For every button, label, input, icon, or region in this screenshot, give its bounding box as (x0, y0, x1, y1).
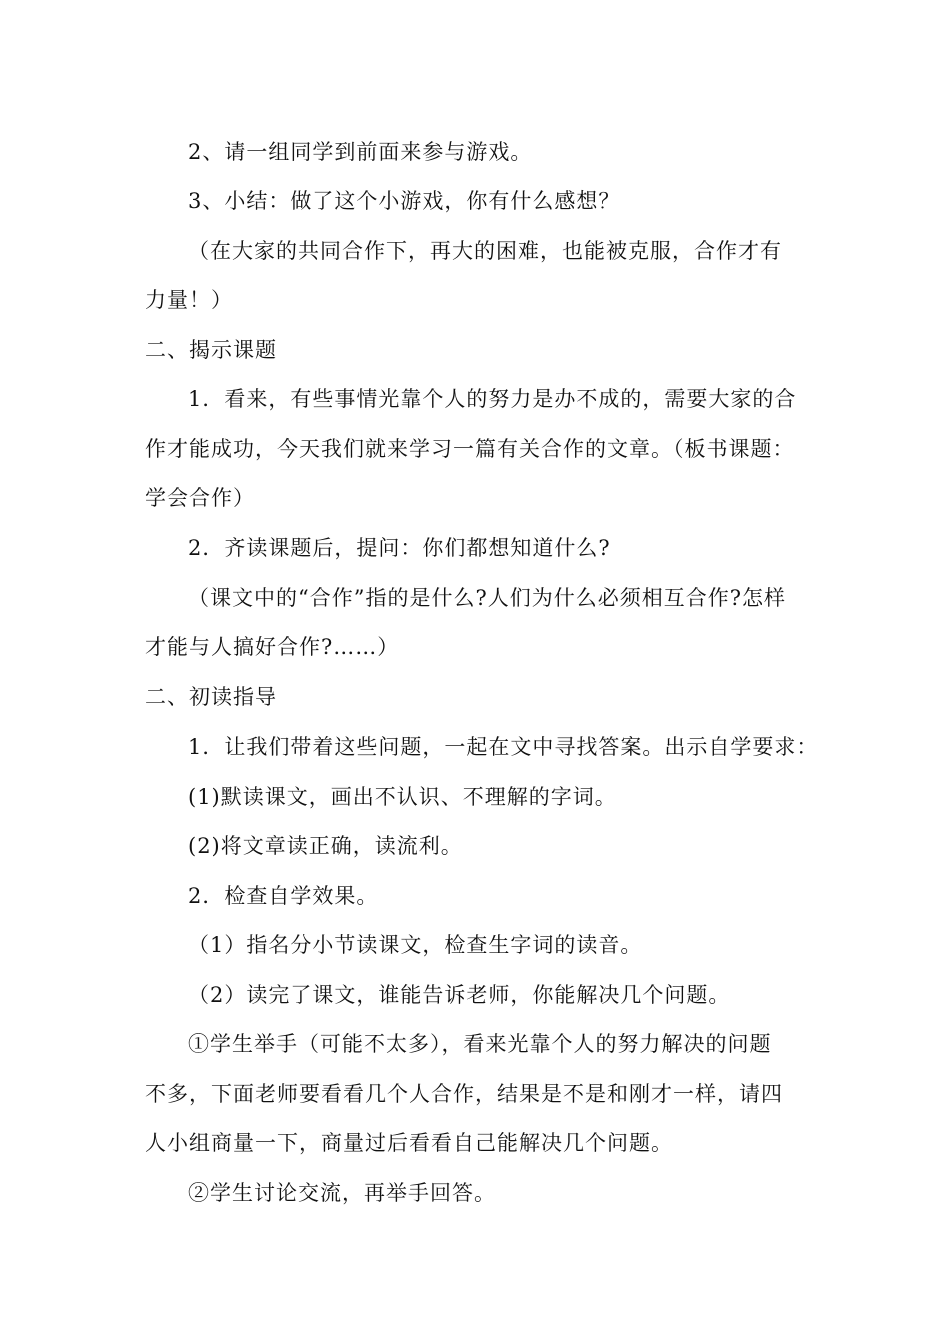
text-line: 力量！） (145, 288, 233, 312)
text-line: 2、请一组同学到前面来参与游戏。 (188, 140, 533, 164)
text-line: (2)将文章读正确，读流利。 (188, 834, 463, 858)
text-line: 人小组商量一下，商量过后看看自己能解决几个问题。 (145, 1131, 673, 1155)
text-line: 1．看来，有些事情光靠个人的努力是办不成的，需要大家的合 (188, 387, 797, 411)
text-line: 1．让我们带着这些问题，一起在文中寻找答案。出示自学要求： (188, 735, 819, 759)
text-line: ②学生讨论交流，再举手回答。 (188, 1181, 496, 1205)
text-line: 不多，下面老师要看看几个人合作，结果是不是和刚才一样，请四 (145, 1082, 783, 1106)
text-line: ①学生举手（可能不太多），看来光靠个人的努力解决的问题 (188, 1032, 772, 1056)
text-line: （课文中的“合作”指的是什么?人们为什么必须相互合作?怎样 (188, 586, 786, 610)
text-line: 3、小结：做了这个小游戏，你有什么感想？ (188, 189, 621, 213)
text-line: (1)默读课文，画出不认识、不理解的字词。 (188, 785, 617, 809)
text-line: 2．检查自学效果。 (188, 884, 379, 908)
section-heading: 二、初读指导 (145, 685, 277, 709)
text-line: 学会合作） (145, 486, 255, 510)
text-line: 才能与人搞好合作?……） (145, 635, 400, 659)
text-line: 作才能成功，今天我们就来学习一篇有关合作的文章。（板书课题： (145, 437, 795, 461)
text-line: 2．齐读课题后，提问：你们都想知道什么? (188, 536, 611, 560)
text-line: （在大家的共同合作下，再大的困难，也能被克服，合作才有 (188, 239, 782, 263)
text-line: （2）读完了课文，谁能告诉老师，你能解决几个问题。 (188, 983, 731, 1007)
section-heading: 二、揭示课题 (145, 338, 277, 362)
text-line: （1）指名分小节读课文，检查生字词的读音。 (188, 933, 643, 957)
